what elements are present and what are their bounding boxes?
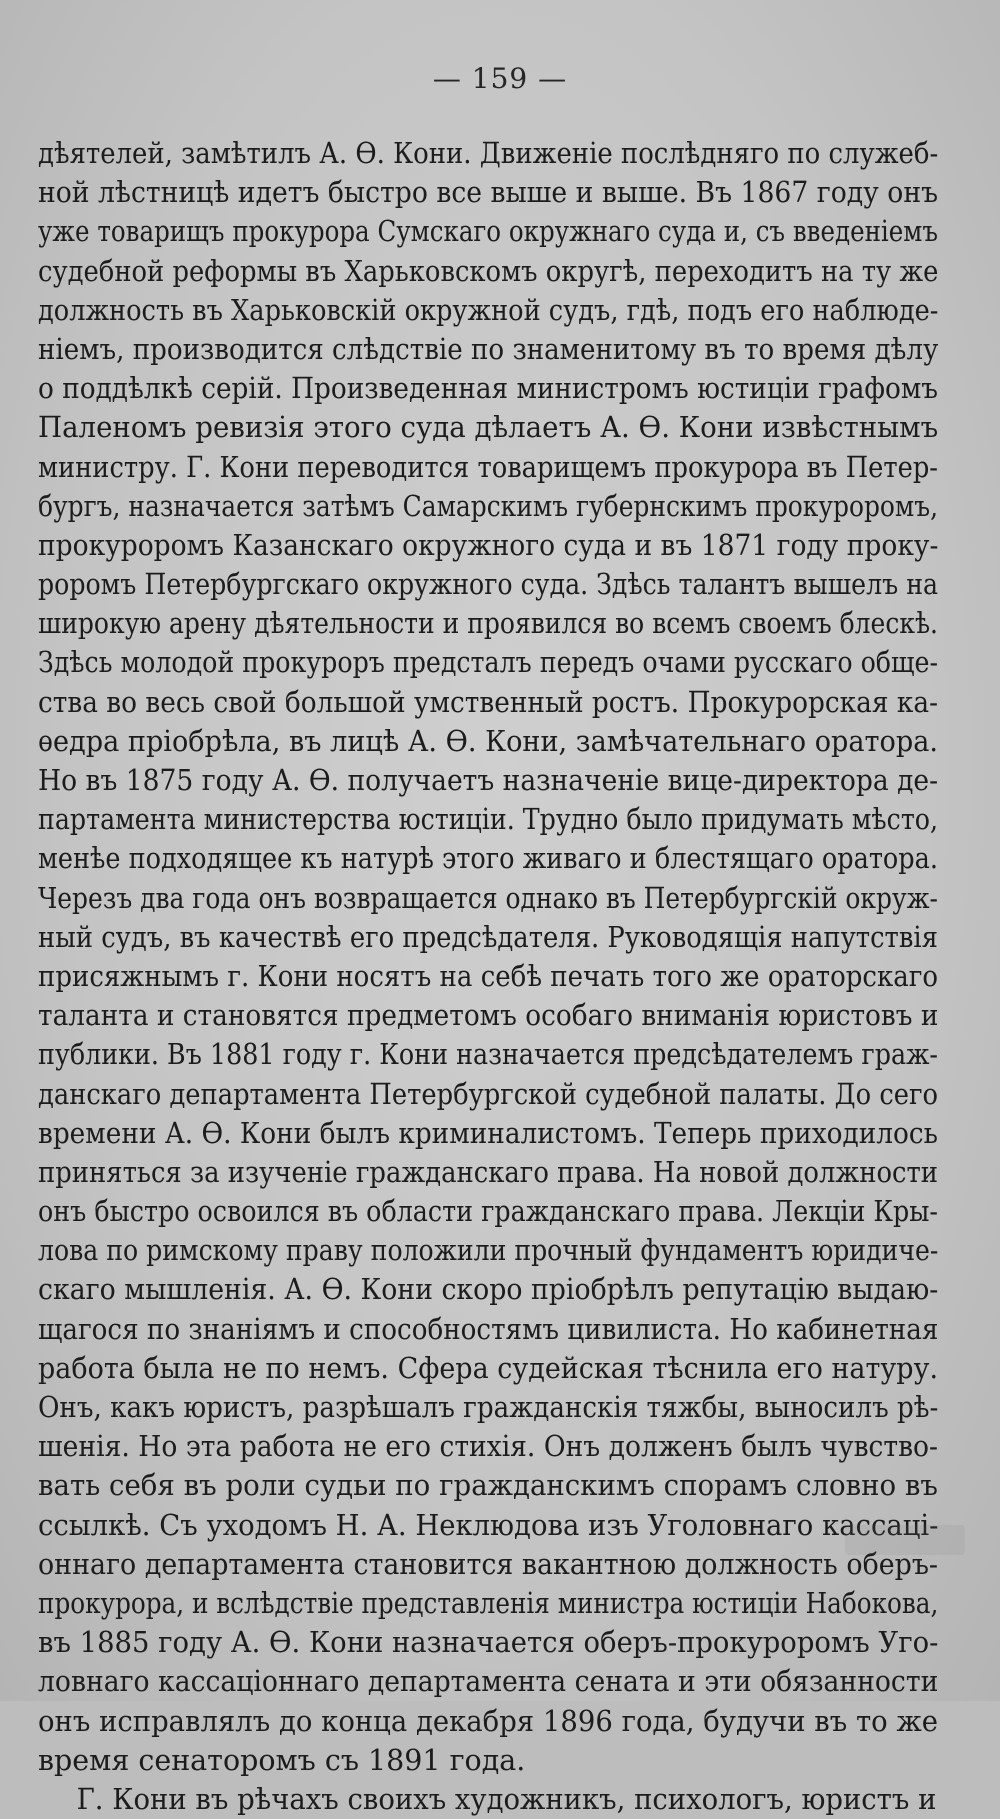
text-line: онъ исправлялъ до конца декабря 1896 года, будучи въ то же <box>38 1704 939 1738</box>
text-line: прокуроромъ Казанскаго окружного суда и въ 1871 году проку- <box>38 528 939 562</box>
text-line: ной лѣстницѣ идетъ быстро все выше и выше. Въ 1867 году онъ <box>38 176 939 210</box>
text-line: ный судъ, въ качествѣ его предсѣдателя. Руководящія напутствія <box>38 920 938 954</box>
text-line: Здѣсь молодой прокуроръ предсталъ передъ очами русскаго обще- <box>38 646 939 680</box>
text-line: таланта и становятся предметомъ особаго вниманія юристовъ и <box>38 999 938 1033</box>
text-line: присяжнымъ г. Кони носятъ на себѣ печать того же ораторскаго <box>38 959 939 993</box>
text-line: партамента министерства юстиціи. Трудно было придумать мѣсто, <box>38 803 939 837</box>
text-line: судебной реформы въ Харьковскомъ округѣ, переходитъ на ту же <box>38 254 938 288</box>
text-line: работа была не по немъ. Сфера судейская тѣснила его натуру. <box>38 1351 939 1385</box>
text-line: прокурора, и вслѣдствіе представленія министра юстиціи Набокова, <box>38 1586 938 1620</box>
text-line: Черезъ два года онъ возвращается однако въ Петербургскій окруж- <box>38 881 938 915</box>
body-text <box>38 134 938 1819</box>
text-line: бургъ, назначается затѣмъ Самарскимъ губернскимъ прокуроромъ, <box>38 489 939 523</box>
text-line: въ 1885 году А. Ѳ. Кони назначается оберъ-прокуроромъ Уго- <box>38 1626 939 1660</box>
text-line: данскаго департамента Петербургской судебной палаты. До сего <box>38 1077 938 1111</box>
bleed-through-mark <box>845 1525 965 1555</box>
text-line: ніемъ, производится слѣдствіе по знаменитому въ то время дѣлу <box>38 332 939 366</box>
text-line: Г. Кони въ рѣчахъ своихъ художникъ, психологъ, юристъ и <box>76 1782 937 1816</box>
text-line: оннаго департамента становится вакантною должность оберъ- <box>38 1547 938 1581</box>
text-line: ловнаго кассаціоннаго департамента сената и эти обязанности <box>38 1665 939 1699</box>
text-line: Паленомъ ревизія этого суда дѣлаетъ А. Ѳ. Кони извѣстнымъ <box>38 411 939 445</box>
text-line: время сенаторомъ съ 1891 года. <box>38 1743 526 1777</box>
text-line: уже товарищъ прокурора Сумскаго окружнаго суда и, съ введеніемъ <box>38 215 938 249</box>
text-line: вать себя въ роли судьи по гражданскимъ спорамъ словно въ <box>38 1469 938 1503</box>
text-line: должность въ Харьковскій окружной судъ, гдѣ, подъ его наблюде- <box>38 293 938 327</box>
text-line: Онъ, какъ юристъ, разрѣшалъ гражданскія тяжбы, выносилъ рѣ- <box>38 1391 938 1424</box>
text-line: роромъ Петербургскаго окружного суда. Здѣсь талантъ вышелъ на <box>38 568 939 602</box>
text-line: о поддѣлкѣ серій. Произведенная министромъ юстиціи графомъ <box>38 372 939 406</box>
text-line: онъ быстро освоился въ области гражданскаго права. Лекціи Кры- <box>38 1195 938 1229</box>
text-line: ѳедра пріобрѣла, въ лицѣ А. Ѳ. Кони, замѣчательнаго оратора. <box>38 724 939 758</box>
text-line: скаго мышленія. А. Ѳ. Кони скоро пріобрѣлъ репутацію выдаю- <box>38 1273 939 1307</box>
text-line: щагося по знаніямъ и способностямъ цивилиста. Но кабинетная <box>38 1312 939 1346</box>
text-line: менѣе подходящее къ натурѣ этого живаго и блестящаго оратора. <box>38 842 938 876</box>
text-line: ства во весь свой большой умственный ростъ. Прокурорская ка- <box>38 685 939 719</box>
text-line: приняться за изученіе гражданскаго права. На новой должности <box>38 1155 939 1189</box>
page-number: — 159 — <box>432 62 568 95</box>
text-line: министру. Г. Кони переводится товарищемъ прокурора въ Петер- <box>38 450 938 484</box>
text-line: широкую арену дѣятельности и проявился во всемъ своемъ блескѣ. <box>38 607 939 641</box>
text-line: дѣятелей, замѣтилъ А. Ѳ. Кони. Движеніе послѣдняго по служеб- <box>38 137 939 170</box>
text-line: шенія. Но эта работа не его стихія. Онъ долженъ былъ чувство- <box>38 1430 939 1464</box>
text-line: публики. Въ 1881 году г. Кони назначается предсѣдателемъ граж- <box>38 1038 938 1072</box>
text-line: времени А. Ѳ. Кони былъ криминалистомъ. Теперь приходилось <box>38 1116 938 1150</box>
text-line: лова по римскому праву положили прочный фундаментъ юридиче- <box>38 1234 939 1268</box>
text-line: ссылкѣ. Съ уходомъ Н. А. Неклюдова изъ Уголовнаго кассаці- <box>38 1508 939 1542</box>
text-line: Но въ 1875 году А. Ѳ. получаетъ назначеніе вице-директора де- <box>38 764 938 797</box>
